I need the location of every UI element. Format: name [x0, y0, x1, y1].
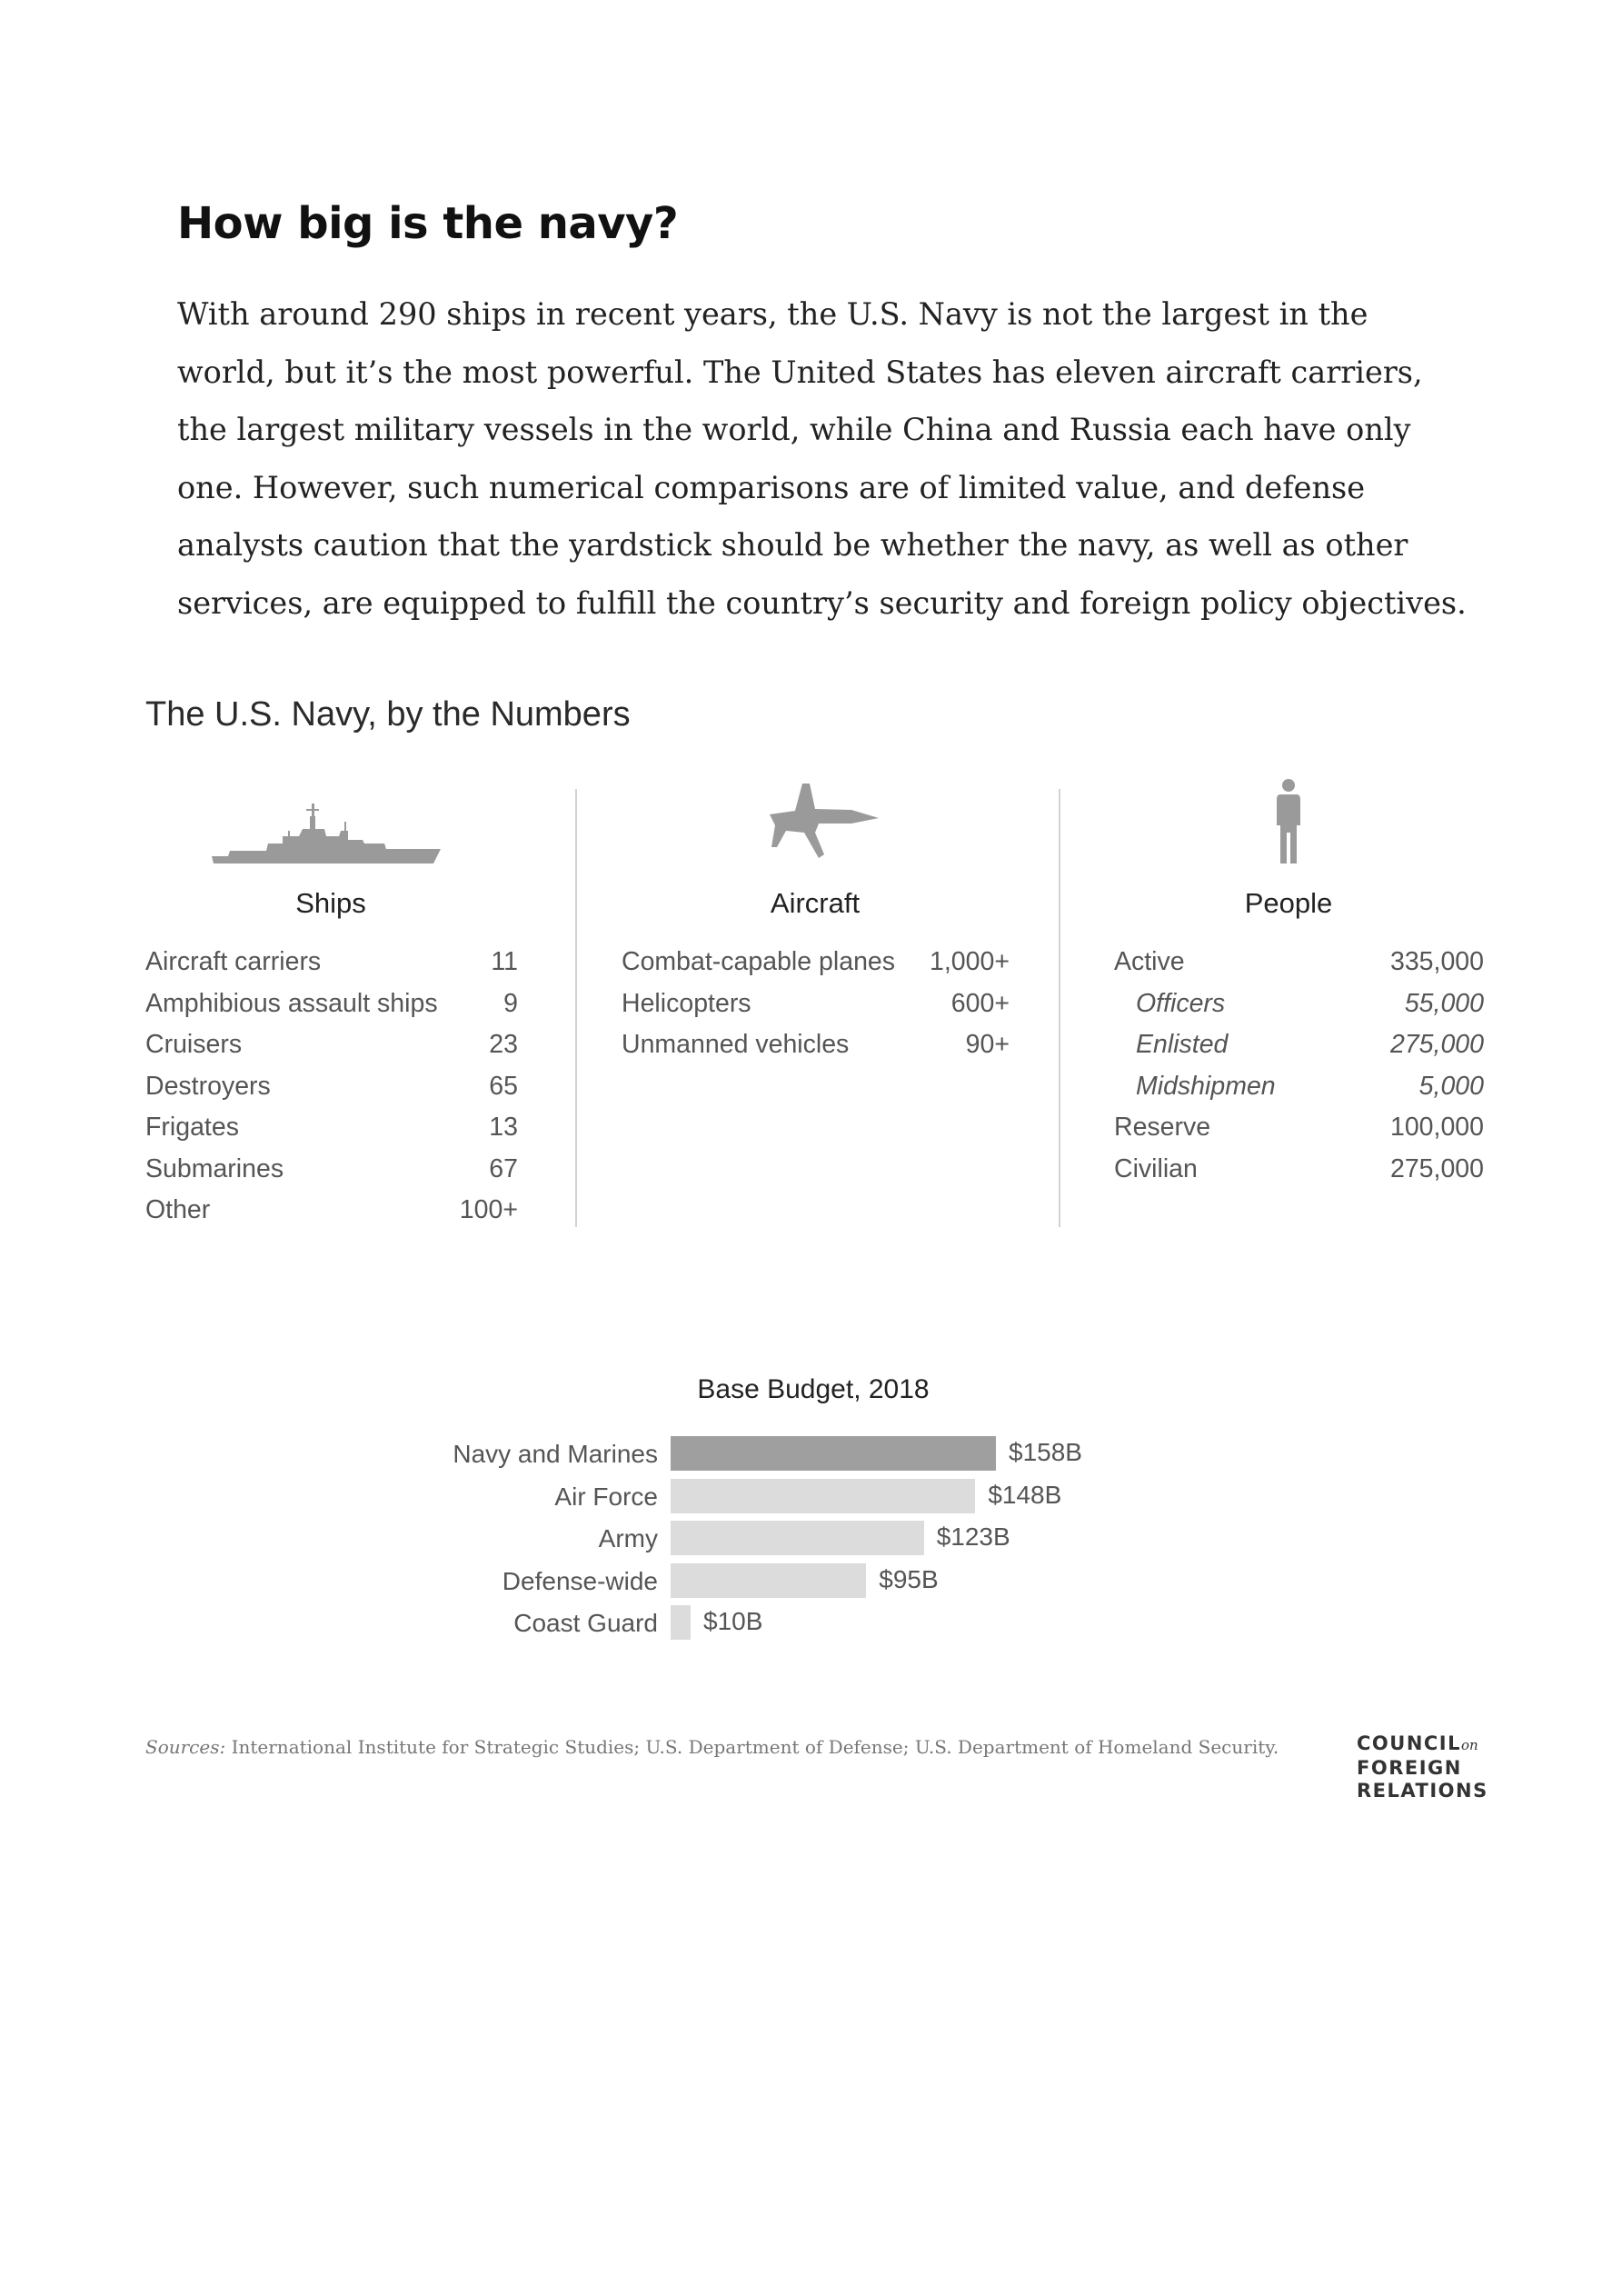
- ship-icon: [212, 798, 441, 863]
- bar: [671, 1479, 975, 1513]
- list-item: Active 335,000: [1114, 947, 1484, 977]
- bar-label: Defense-wide: [502, 1566, 658, 1595]
- people-title: People: [1244, 887, 1333, 919]
- list-item: Reserve 100,000: [1114, 1113, 1484, 1143]
- sources-text: International Institute for Strategic Studies; U.S. Department of Defense; U.S. Department of Homeland Security.: [231, 1736, 1279, 1758]
- list-item: Amphibious assault ships 9: [145, 988, 518, 1018]
- logo-on: on: [1461, 1737, 1478, 1753]
- ships-list: [145, 942, 518, 1232]
- bar-label: Army: [598, 1524, 658, 1552]
- ships-title: Ships: [295, 887, 366, 919]
- logo-line3: RELATIONS: [1357, 1780, 1488, 1802]
- aircraft-icon: [768, 782, 882, 860]
- list-item: Cruisers 23: [145, 1030, 518, 1060]
- people-list: [1114, 942, 1484, 1190]
- list-item: Unmanned vehicles 90+: [622, 1030, 1010, 1060]
- article-paragraph: With around 290 ships in recent years, the U.S. Navy is not the largest in the world, but it’s the most powerful. The United States has eleven aircraft carriers, the largest military vessels in the world, while China and Russia each have only one. However, such numerical comparisons are of limited value, and defense analysts caution that the yardstick should be whether the navy, as well as other services, are equipped to fulfill the country’s security and foreign policy objectives.: [177, 296, 1467, 621]
- list-item: Frigates 13: [145, 1113, 518, 1143]
- aircraft-title: Aircraft: [770, 887, 861, 919]
- sources-note: [145, 1736, 1279, 1758]
- person-icon: [1275, 778, 1302, 863]
- bar-label: Air Force: [554, 1482, 658, 1511]
- list-item: Officers 55,000: [1136, 988, 1484, 1018]
- graphic-title: The U.S. Navy, by the Numbers: [145, 695, 631, 734]
- list-item: Combat-capable planes 1,000+: [622, 947, 1010, 977]
- divider-ships-aircraft: [575, 789, 577, 1227]
- logo-line2: FOREIGN: [1357, 1757, 1462, 1779]
- cfr-logo: [1357, 1732, 1488, 1802]
- bar-value-label: $148B: [988, 1480, 1062, 1509]
- budget-chart-title: Base Budget, 2018: [697, 1374, 930, 1404]
- logo-line1: COUNCIL: [1357, 1732, 1461, 1754]
- bar-value-label: $123B: [936, 1522, 1010, 1551]
- list-item: Other 100+: [145, 1195, 518, 1225]
- aircraft-list: [622, 942, 1010, 1066]
- bar: [671, 1605, 691, 1640]
- bar: [671, 1436, 996, 1471]
- list-item: Aircraft carriers 11: [145, 947, 518, 977]
- sources-label: Sources:: [145, 1736, 226, 1758]
- list-item: Destroyers 65: [145, 1071, 518, 1101]
- list-item: Helicopters 600+: [622, 988, 1010, 1018]
- list-item: Civilian 275,000: [1114, 1153, 1484, 1183]
- bar-value-label: $95B: [879, 1564, 939, 1593]
- bar: [671, 1521, 924, 1555]
- bar-value-label: $10B: [703, 1607, 763, 1635]
- article-heading: How big is the navy?: [177, 198, 679, 249]
- divider-aircraft-people: [1059, 789, 1060, 1227]
- list-item: Midshipmen 5,000: [1136, 1071, 1484, 1101]
- bar-label: Navy and Marines: [453, 1440, 658, 1468]
- list-item: Enlisted 275,000: [1136, 1030, 1484, 1060]
- bar: [671, 1563, 866, 1598]
- bar-value-label: $158B: [1009, 1438, 1082, 1466]
- list-item: Submarines 67: [145, 1153, 518, 1183]
- bar-label: Coast Guard: [513, 1609, 658, 1637]
